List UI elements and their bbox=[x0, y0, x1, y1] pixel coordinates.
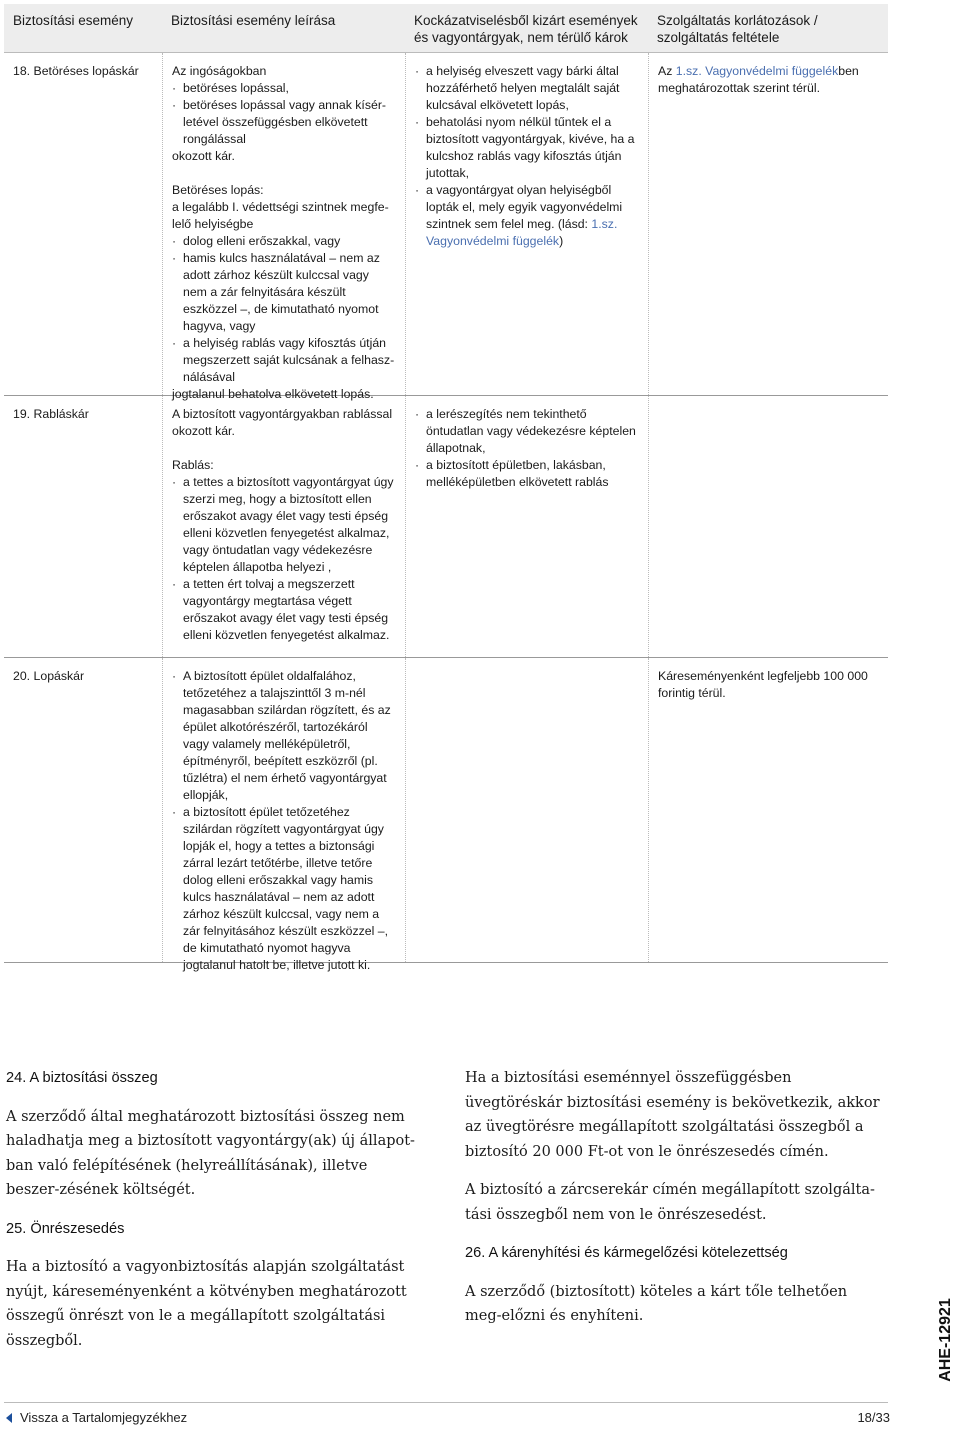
right-column bbox=[465, 1066, 885, 1343]
vagyonvedelmi-fuggelek-link[interactable]: 1.sz. Vagyonvédelmi függelék bbox=[426, 217, 618, 248]
event-name: 18. Betöréses lopáskár bbox=[13, 64, 139, 78]
exclusions bbox=[405, 658, 648, 962]
definition-after: jogtalanul behatolva elkövetett lopás. bbox=[172, 387, 374, 401]
table-row-19 bbox=[4, 396, 888, 658]
table-header bbox=[4, 4, 888, 53]
section-26-text: A szerződő (biztosított) köteles a kárt tőle telhetően meg-előzni és enyhíteni. bbox=[465, 1283, 848, 1324]
header-exclusions: Kockázatviselésből kizárt események és vagyontárgyak, nem térülő károk bbox=[414, 13, 638, 45]
definition-title: Betöréses lopás: bbox=[172, 183, 264, 197]
section-25-title: 25. Önrészesedés bbox=[6, 1220, 125, 1237]
limits bbox=[648, 396, 888, 657]
header-limits: Szolgáltatás korlátozások / szolgáltatás feltétele bbox=[657, 13, 818, 45]
exclusion-list bbox=[415, 63, 639, 250]
limit-pre: Az bbox=[658, 64, 676, 78]
table-row-18 bbox=[4, 53, 888, 401]
section-26-title: 26. A kárenyhítési és kármegelőzési kötelezettség bbox=[465, 1245, 788, 1261]
page-number: 18/33 bbox=[857, 1410, 890, 1425]
document-code bbox=[935, 1295, 957, 1385]
list-item: · a tetten ért tolvaj a megszerzett vagyontárgy megtartása végett erőszakot avagy élet vagy testi épség elleni közvetlen fenyegetést alkalmaz. bbox=[172, 576, 396, 644]
list-item: · A biztosított épület oldalfalához, tetőzetéhez a talajszinttől 3 m-nél magasabban szilárdan rögzített, és az épület alkotórészéről, tartozékáról vagy valamely melléképületről, építményről, beépített eszközről (pl. tűzlétra) el nem érhető vagyontárgyat ellopják, bbox=[172, 668, 396, 804]
limits bbox=[648, 53, 888, 395]
event-description bbox=[162, 396, 405, 657]
desc-intro: A biztosított vagyontárgyakban rablással okozott kár. bbox=[172, 407, 393, 438]
event-description bbox=[162, 658, 405, 972]
section-24-title: 24. A biztosítási összeg bbox=[6, 1070, 158, 1086]
list-item: · a biztosított épület tetőzetéhez szilárdan rögzített vagyontárgyat úgy lopják el, hogy a tettes a biztonsági zárral lezárt tetőtérbe, illetve tetőre dolog elleni erőszakkal vagy hamis kulcs használatával – nem az adott zárhoz készült kulccsal, vagy nem a zár felnyitásához készült eszközzel –, de kimutatható nyomot hagyva jogtalanul hatolt be, illetve jutott ki. bbox=[172, 804, 396, 974]
back-to-toc-link[interactable] bbox=[6, 1410, 187, 1425]
definition-list bbox=[172, 474, 396, 644]
vagyonvedelmi-fuggelek-link[interactable]: 1.sz. Vagyonvédelmi függelék bbox=[675, 64, 839, 78]
back-to-toc-label: Vissza a Tartalomjegyzékhez bbox=[20, 1410, 188, 1425]
list-item: · a tettes a biztosított vagyontárgyat úgy szerzi meg, hogy a biztosított ellen erőszakot avagy élet vagy testi épség elleni közvetlen fenyegetést alkalmaz, vagy öntudatlan vagy védekezésre képtelen állapotba helyezi , bbox=[172, 474, 396, 576]
event-description bbox=[162, 53, 405, 401]
list-item: · a biztosított épületben, lakásban, melléképületben elkövetett rablás bbox=[415, 457, 639, 491]
limits: Káreseményenként legfeljebb 100 000 forintig térül. bbox=[648, 658, 888, 962]
arrow-left-icon bbox=[6, 1413, 12, 1423]
definition-intro: a legalább I. védettségi szintnek megfe-lelő helyiségbe bbox=[172, 200, 389, 231]
limit-post: ben meghatározottak szerint térül. bbox=[658, 64, 859, 95]
definition-list bbox=[172, 233, 396, 386]
paragraph-1: Ha a biztosítási eseménnyel összefüggésben üvegtöréskár biztosítási esemény is bekövetkezik, akkor az üvegtörésre megállapított szolgáltatási összegből a biztosító 20 000 Ft-ot von le önrészesedés címén. bbox=[465, 1070, 880, 1160]
exclusion-list bbox=[415, 406, 639, 491]
header-description: Biztosítási esemény leírása bbox=[171, 13, 336, 28]
list-item bbox=[415, 182, 639, 250]
list-item: · a helyiség elveszett vagy bárki által hozzáférhető helyen megtalált saját kulcsával elkövetett lopás, bbox=[415, 63, 639, 114]
list-item: · a lerészegítés nem tekinthető öntudatlan vagy védekezésre képtelen állapotnak, bbox=[415, 406, 639, 457]
header-event: Biztosítási esemény bbox=[13, 13, 134, 28]
paragraph-2: A biztosító a zárcserekár címén megállapított szolgálta-tási összegből nem von le önrészesedést. bbox=[465, 1182, 875, 1223]
document-code-label: AHE-12921 bbox=[937, 1298, 954, 1382]
list-item: · betöréses lopással, bbox=[172, 80, 396, 97]
desc-after: okozott kár. bbox=[172, 149, 235, 163]
exclusions bbox=[405, 53, 648, 395]
list-item: · behatolási nyom nélkül tűntek el a biztosított vagyontárgyak, kivéve, ha a kulcshoz rablás vagy kifosztás útján jutottak, bbox=[415, 114, 639, 182]
footer-divider bbox=[4, 1402, 888, 1403]
definition-list bbox=[172, 668, 396, 974]
list-item: · hamis kulcs használatával – nem az adott zárhoz készült kulccsal vagy nem a zár felnyitására készült eszközzel –, de kimutatható nyomot hagyva, vagy bbox=[172, 250, 396, 335]
event-name: 19. Rabláskár bbox=[13, 407, 89, 421]
desc-intro: Az ingóságokban bbox=[172, 64, 267, 78]
table-row-20 bbox=[4, 658, 888, 972]
list-item: · betöréses lopással vagy annak kísér-letével összefüggésben elkövetett rongálással bbox=[172, 97, 396, 148]
section-24-text: A szerződő által meghatározott biztosítási összeg nem haladhatja meg a biztosított vagyontárgy(ak) új állapot-ban való felépítésének (helyreállításának), illetve beszer-zésének költségét. bbox=[6, 1108, 415, 1198]
list-item: · a helyiség rablás vagy kifosztás útján megszerzett saját kulcsának a felhasz-nálásával bbox=[172, 335, 396, 386]
exclusions bbox=[405, 396, 648, 657]
list-item: · dolog elleni erőszakkal, vagy bbox=[172, 233, 396, 250]
left-column bbox=[6, 1066, 424, 1367]
desc-list bbox=[172, 80, 396, 148]
coverage-table bbox=[4, 4, 888, 972]
section-25-text: Ha a biztosító a vagyonbiztosítás alapján szolgáltatást nyújt, káreseményenként a kötvényben meghatározott összegű önrészt von le a megállapított szolgáltatási összegből. bbox=[6, 1259, 407, 1349]
exclusion-text-end: ) bbox=[559, 234, 564, 248]
exclusion-text: a vagyontárgyat olyan helyiségből lopták el, mely egyik vagyonvédelmi szintnek sem felel meg. (lásd: bbox=[426, 183, 623, 231]
event-name: 20. Lopáskár bbox=[13, 669, 85, 683]
definition-title: Rablás: bbox=[172, 458, 214, 472]
